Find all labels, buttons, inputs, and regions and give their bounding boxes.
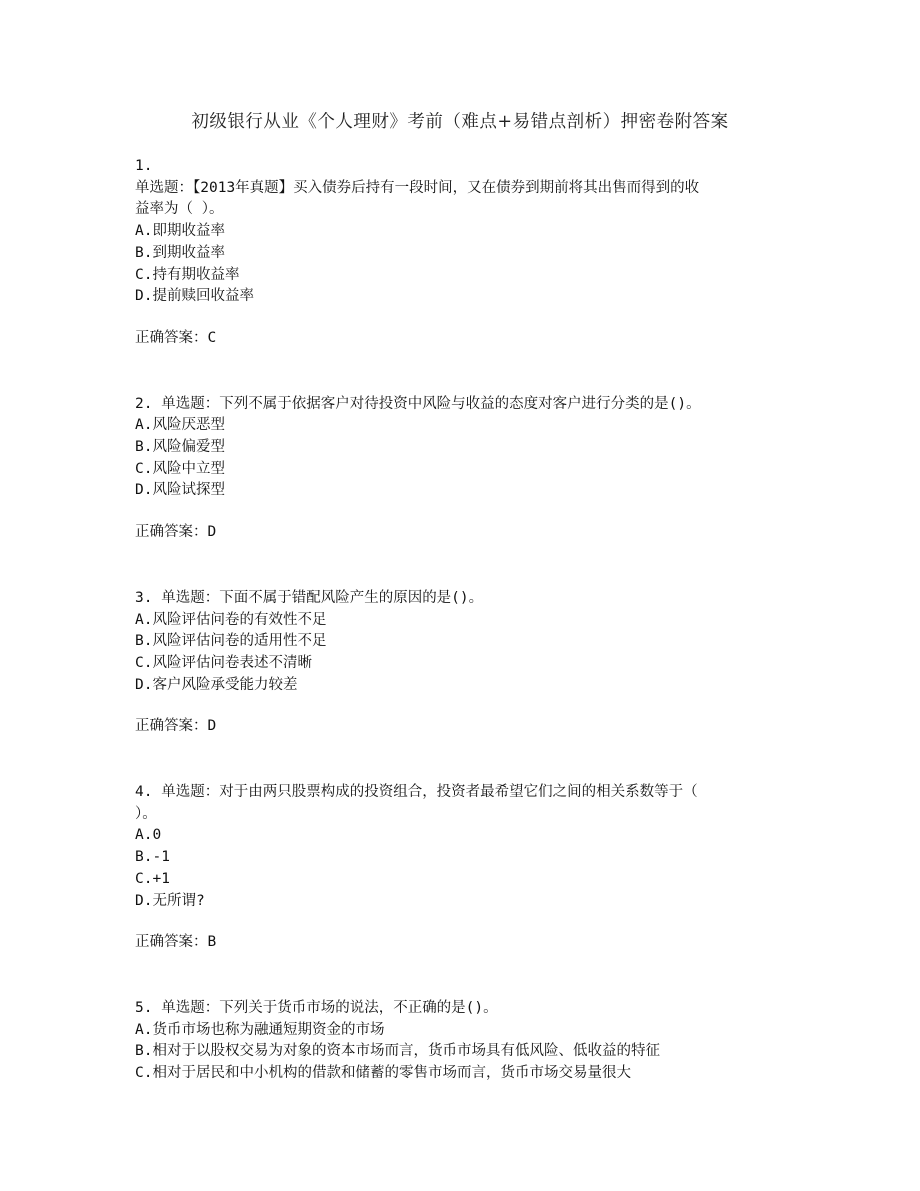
option-b: B.-1: [135, 849, 170, 866]
option-c: C.风险中立型: [135, 460, 225, 477]
option-a: A.即期收益率: [135, 223, 225, 240]
option-a: A.货币市场也称为融通短期资金的市场: [135, 1021, 385, 1038]
question-stem-line: 益率为（ ）。: [135, 201, 224, 218]
correct-answer: 正确答案：B: [135, 934, 217, 951]
option-a: A.0: [135, 827, 162, 844]
question-3: [135, 588, 795, 738]
option-b: B.相对于以股权交易为对象的资本市场而言，货币市场具有低风险、低收益的特征: [135, 1043, 660, 1060]
correct-answer: 正确答案：C: [135, 329, 217, 346]
document-title: 初级银行从业《个人理财》考前（难点+易错点剖析）押密卷附答案: [191, 112, 729, 132]
option-a: A.风险厌恶型: [135, 417, 225, 434]
question-1: [135, 156, 795, 350]
option-d: D.无所谓?: [135, 892, 205, 909]
option-d: D.风险试探型: [135, 482, 225, 499]
question-5: [135, 998, 795, 1085]
question-stem-line: 5. 单选题：下列关于货币市场的说法，不正确的是()。: [135, 999, 498, 1016]
option-d: D.客户风险承受能力较差: [135, 676, 298, 693]
question-stem-line: ）。: [135, 805, 157, 822]
question-stem-line: 4. 单选题：对于由两只股票构成的投资组合，投资者最希望它们之间的相关系数等于（: [135, 784, 698, 801]
question-stem-line: 单选题：【2013年真题】买入债券后持有一段时间，又在债券到期前将其出售而得到的收: [135, 179, 700, 196]
option-c: C.持有期收益率: [135, 266, 240, 283]
question-stem-line: 2. 单选题：下列不属于依据客户对待投资中风险与收益的态度对客户进行分类的是()。: [135, 395, 701, 412]
correct-answer: 正确答案：D: [135, 718, 217, 735]
question-stem-line: 3. 单选题：下面不属于错配风险产生的原因的是()。: [135, 589, 484, 606]
option-b: B.到期收益率: [135, 244, 225, 261]
option-b: B.风险偏爱型: [135, 439, 225, 456]
option-c: C.+1: [135, 870, 170, 887]
question-number: 1.: [135, 158, 153, 174]
option-c: C.相对于居民和中小机构的借款和储蓄的零售市场而言，货币市场交易量很大: [135, 1065, 631, 1082]
question-4: [135, 782, 795, 954]
option-a: A.风险评估问卷的有效性不足: [135, 611, 327, 628]
option-d: D.提前赎回收益率: [135, 288, 254, 305]
option-c: C.风险评估问卷表述不清晰: [135, 654, 312, 671]
question-list: [135, 156, 795, 1085]
correct-answer: 正确答案：D: [135, 524, 217, 541]
question-2: [135, 394, 795, 544]
option-b: B.风险评估问卷的适用性不足: [135, 633, 327, 650]
